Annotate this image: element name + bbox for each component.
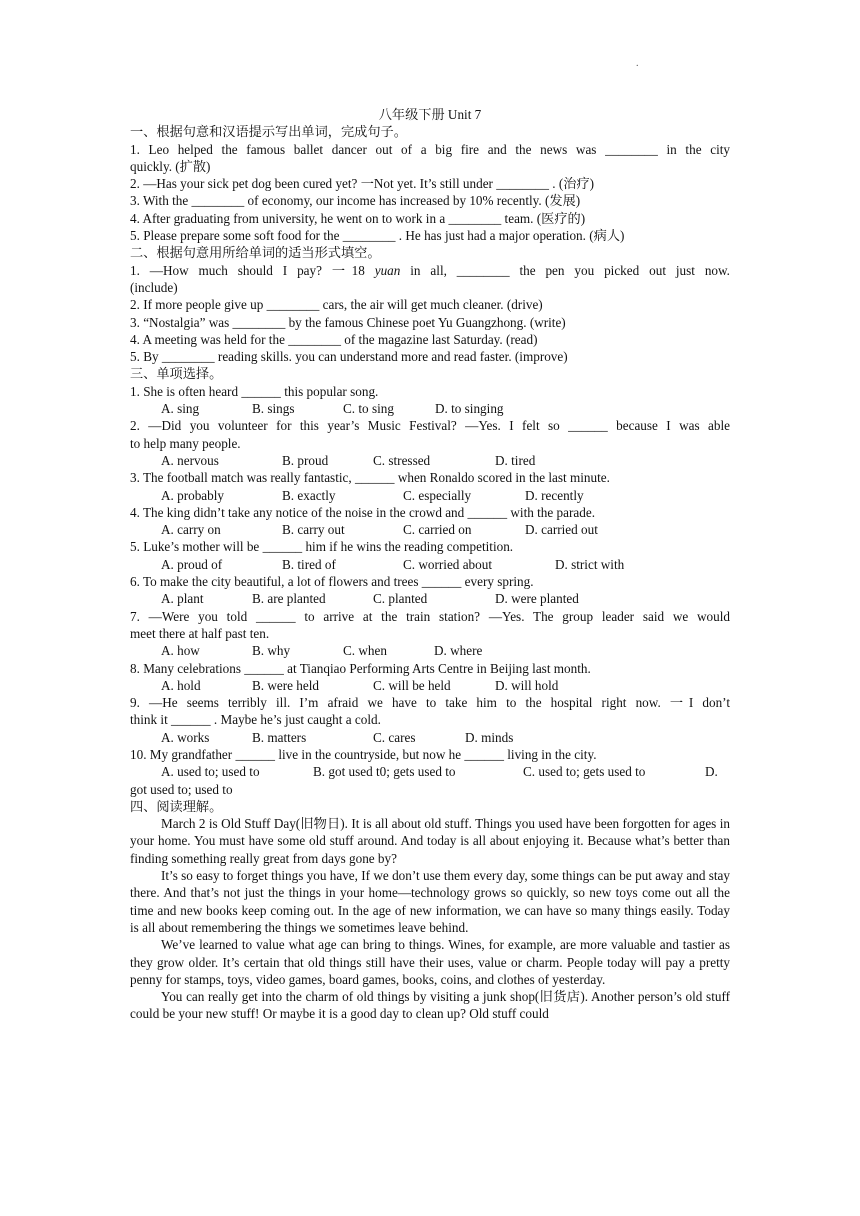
s2-q1-line1 [130,262,730,279]
option-c: C. cares [373,729,416,745]
s3-q6-options [130,590,730,607]
option-a: A. plant [161,591,204,607]
option-d: D. to singing [435,401,504,417]
option-d: D. minds [465,729,514,745]
section-3-heading: 三、单项选择。 [130,366,223,382]
option-d: D. recently [525,487,584,503]
s1-q3: 3. With the ________ of economy, our income has increased by 10% recently. (发展) [130,193,581,209]
section-1-heading: 一、根据句意和汉语提示写出单词，完成句子。 [130,124,407,140]
s2-q1-line2: (include) [130,279,178,295]
option-c: C. carried on [403,522,472,538]
option-d: D. will hold [495,677,559,693]
s3-q8: 8. Many celebrations ______ at Tianqiao Performing Arts Centre in Beijing last month. [130,660,591,676]
reading-paragraph: March 2 is Old Stuff Day(旧物日). It is all about old stuff. Things you used have been forgotten for ages in your home. You must have some old stuff around. And today is all about enjoying it. Because what’s better than finding something really great from days gone by? [130,816,730,866]
option-c: C. stressed [373,452,431,468]
option-a: A. works [161,729,210,745]
option-c: C. worried about [403,556,492,572]
option-b: B. proud [282,452,329,468]
s1-q1-line1: 1. Leo helped the famous ballet dancer out of a big fire and the news was ________ in the city [130,141,730,157]
option-a: A. probably [161,487,224,503]
option-a: A. hold [161,677,201,693]
s3-q7-line1: 7. —Were you told ______ to arrive at the train station? —Yes. The group leader said we would [130,608,730,624]
s3-q10: 10. My grandfather ______ live in the countryside, but now he ______ living in the city. [130,746,597,762]
s3-q7-options [130,642,730,659]
s3-q2-options [130,452,730,469]
s3-q4: 4. The king didn’t take any notice of the noise in the crowd and ______ with the parade. [130,504,595,520]
option-d: D. strict with [555,556,625,572]
option-a: A. sing [161,401,200,417]
reading-paragraph: It’s so easy to forget things you have, If we don’t use them every day, some things can be put away and stay there. And that’s not just the things in your home—technology grows so quickly, so new toys come out all the time and new books keep coming out. In the age of new information, we can have so many things easily. Today is all about remembering the things we sometimes leave behind. [130,868,730,935]
s3-q3: 3. The football match was really fantastic, ______ when Ronaldo scored in the last minute. [130,470,610,486]
s2-q1-italic: yuan [374,262,401,278]
s3-q3-options [130,487,730,504]
option-d: D. were planted [495,591,579,607]
s1-q2: 2. —Has your sick pet dog been cured yet? 一Not yet. It’s still under ________ . (治疗) [130,176,595,192]
option-c: C. will be held [373,677,451,693]
corner-dot: . [636,58,639,69]
worksheet [130,106,730,1023]
option-c: C. to sing [343,401,394,417]
s3-q7-line2: meet there at half past ten. [130,625,270,641]
option-a: A. proud of [161,556,223,572]
option-d: D. tired [495,452,536,468]
s1-q5: 5. Please prepare some soft food for the ________ . He has just had a major operation. (病人) [130,228,625,244]
option-b: B. exactly [282,487,336,503]
s2-q1-post: in all, ________ the pen you picked out just now. [400,262,730,278]
s2-q5: 5. By ________ reading skills. you can understand more and read faster. (improve) [130,349,568,365]
option-d: D. [705,764,718,780]
s3-q5: 5. Luke’s mother will be ______ him if he wins the reading competition. [130,539,514,555]
s3-q9-line2: think it ______ . Maybe he’s just caught a cold. [130,712,381,728]
s1-q4: 4. After graduating from university, he went on to work in a ________ team. (医疗的) [130,210,586,226]
section-2-heading: 二、根据句意用所给单词的适当形式填空。 [130,245,381,261]
option-d: D. where [434,643,483,659]
s2-q1-pre: 1. —How much should I pay? 一18 [130,262,375,278]
option-b: B. carry out [282,522,345,538]
option-a: A. carry on [161,522,221,538]
section-4-heading: 四、阅读理解。 [130,798,223,814]
option-a: A. nervous [161,452,219,468]
reading-paragraph: You can really get into the charm of old things by visiting a junk shop(旧货店). Another person’s old stuff could be your new stuff! Or maybe it is a good day to clean up? Old stuff could [130,989,730,1022]
s3-q2-line1: 2. —Did you volunteer for this year’s Music Festival? —Yes. I felt so ______ because I was able [130,418,730,434]
option-b: B. are planted [252,591,326,607]
s3-q9-line1: 9. —He seems terribly ill. I’m afraid we have to take him to the hospital right now. 一I don’t [130,695,730,711]
page-title: 八年级下册 Unit 7 [378,107,482,122]
s3-q5-options [130,556,730,573]
s3-q1: 1. She is often heard ______ this popular song. [130,383,379,399]
option-a: A. used to; used to [161,764,260,780]
s3-q10-option-d-text: got used to; used to [130,781,233,797]
s3-q8-options [130,677,730,694]
option-b: B. were held [252,677,320,693]
option-b: B. matters [252,729,307,745]
option-c: C. when [343,643,387,659]
option-d: D. carried out [525,522,598,538]
option-b: B. sings [252,401,295,417]
option-b: B. tired of [282,556,336,572]
s1-q1-line2: quickly. (扩散) [130,158,211,174]
s3-q10-options [130,763,730,780]
reading-paragraph: We’ve learned to value what age can bring to things. Wines, for example, are more valuable and tastier as they grow older. It’s certain that old things still have their uses, value or charm. People today will pay a pretty penny for stamps, toys, video games, board games, books, coins, and clothes of yesterday. [130,937,730,987]
option-a: A. how [161,643,200,659]
s3-q4-options [130,521,730,538]
s3-q9-options [130,729,730,746]
option-c: C. planted [373,591,428,607]
s3-q6: 6. To make the city beautiful, a lot of flowers and trees ______ every spring. [130,574,534,590]
option-b: B. got used t0; gets used to [313,764,456,780]
option-c: C. used to; gets used to [523,764,646,780]
option-c: C. especially [403,487,472,503]
s2-q2: 2. If more people give up ________ cars, the air will get much cleaner. (drive) [130,297,543,313]
s3-q2-line2: to help many people. [130,435,241,451]
option-b: B. why [252,643,291,659]
s2-q3: 3. “Nostalgia” was ________ by the famous Chinese poet Yu Guangzhong. (write) [130,314,566,330]
s3-q1-options [130,400,730,417]
s2-q4: 4. A meeting was held for the ________ of the magazine last Saturday. (read) [130,331,538,347]
